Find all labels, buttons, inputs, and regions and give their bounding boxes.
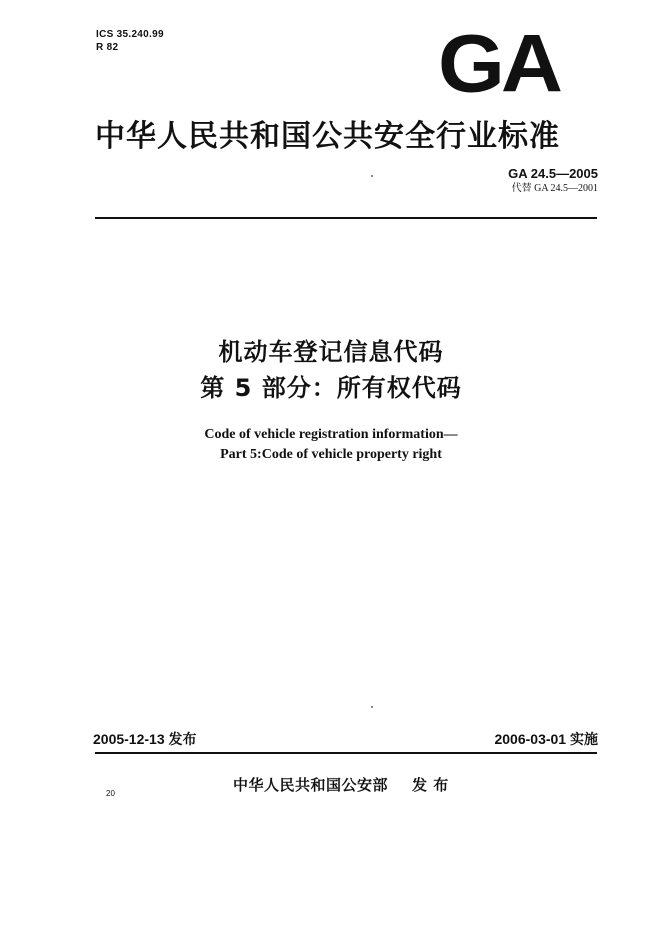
page-number: 20	[106, 789, 115, 798]
document-title-en-line2: Part 5:Code of vehicle property right	[220, 447, 442, 462]
standard-code: GA 24.5—2005	[508, 166, 598, 181]
ics-code-block	[96, 28, 164, 54]
issuer-line	[233, 775, 449, 795]
implementation-date: 2006-03-01 实施	[494, 731, 598, 747]
issuer-name: 中华人民共和国公安部	[233, 776, 389, 794]
document-title-cn-line1: 机动车登记信息代码	[218, 338, 444, 366]
ics-code: ICS 35.240.99	[96, 29, 164, 40]
issue-date: 2005-12-13 发布	[93, 731, 197, 747]
ga-logo: GA	[438, 18, 559, 110]
scan-speck	[371, 175, 373, 177]
issuer-action: 发 布	[412, 776, 449, 794]
classification-code: R 82	[96, 42, 119, 53]
standard-title: 中华人民共和国公共安全行业标准	[95, 119, 560, 154]
document-title-en-line1: Code of vehicle registration information—	[204, 427, 458, 442]
footer-divider	[95, 752, 597, 754]
document-title-cn-line2: 第 5 部分：所有权代码	[200, 374, 462, 402]
replaces-standard: 代替 GA 24.5—2001	[511, 183, 598, 194]
header-divider	[95, 217, 597, 219]
scan-speck	[371, 706, 373, 708]
